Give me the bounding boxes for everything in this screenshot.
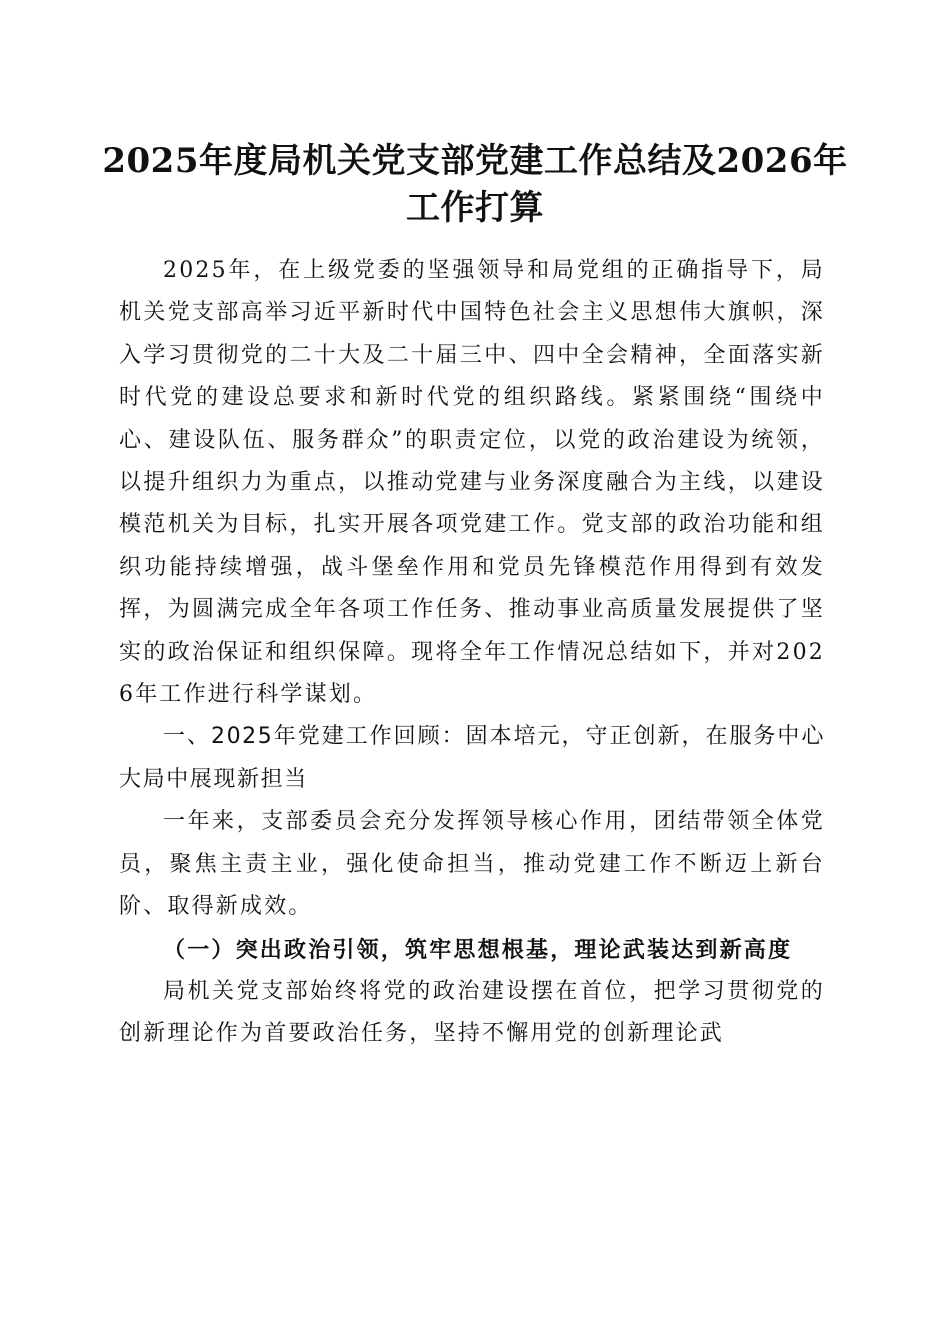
- intro-paragraph: 2025年，在上级党委的坚强领导和局党组的正确指导下，局机关党支部高举习近平新时代中国特色社会主义思想伟大旗帜，深入学习贯彻党的二十大及二十届三中、四中全会精神，全面落实新时代党的建设总要求和新时代党的组织路线。紧紧围绕“围绕中心、建设队伍、服务群众”的职责定位，以党的政治建设为统领，以提升组织力为重点，以推动党建与业务深度融合为主线，以建设模范机关为目标，扎实开展各项党建工作。党支部的政治功能和组织功能持续增强，战斗堡垒作用和党员先锋模范作用得到有效发挥，为圆满完成全年各项工作任务、推动事业高质量发展提供了坚实的政治保证和组织保障。现将全年工作情况总结如下，并对2026年工作进行科学谋划。: [119, 258, 825, 708]
- subsection-1-heading: （一）突出政治引领，筑牢思想根基，理论武装达到新高度: [163, 936, 793, 963]
- section-1-heading: 一、2025年党建工作回顾：固本培元，守正创新，在服务中心大局中展现新担当: [119, 724, 825, 792]
- document-title: 2025年度局机关党支部党建工作总结及2026年工作打算: [102, 141, 848, 228]
- subsection-1-paragraph: 局机关党支部始终将党的政治建设摆在首位，把学习贯彻党的创新理论作为首要政治任务，坚持不懈用党的创新理论武: [119, 978, 825, 1047]
- document-body: [119, 250, 825, 1056]
- section-1-paragraph: 一年来，支部委员会充分发挥领导核心作用，团结带领全体党员，聚焦主责主业，强化使命担当，推动党建工作不断迈上新台阶、取得新成效。: [119, 809, 825, 920]
